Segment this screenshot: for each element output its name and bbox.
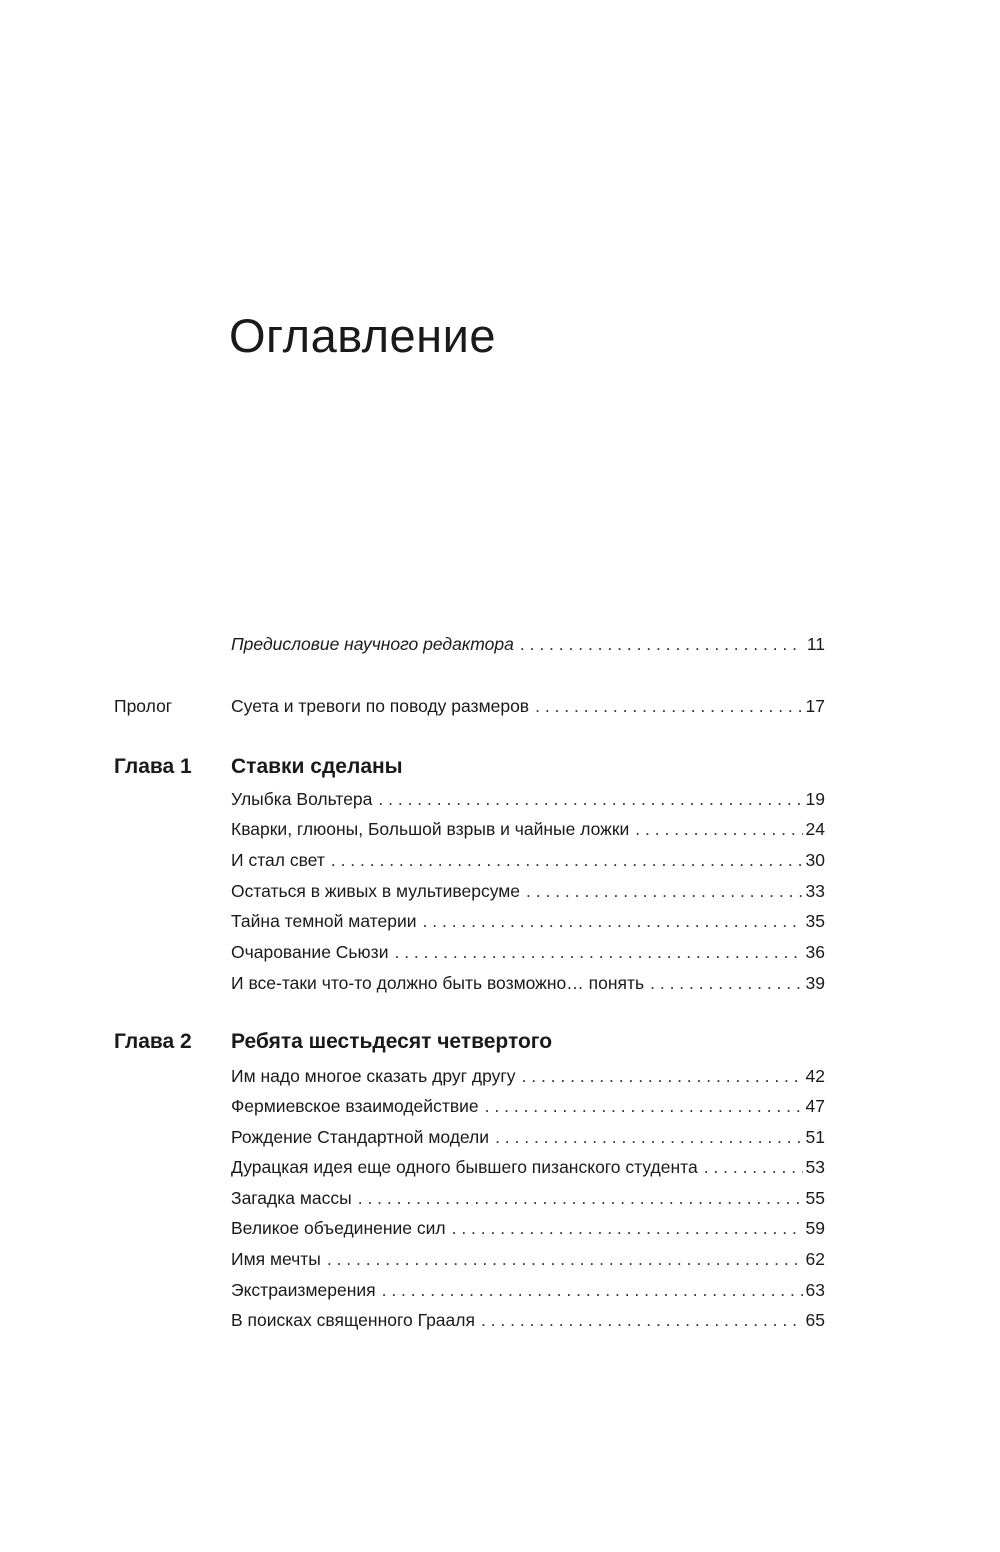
toc-entry[interactable] [231, 818, 825, 840]
toc-entry-page: 47 [805, 1096, 825, 1116]
toc-entry-title: Загадка массы [231, 1188, 352, 1208]
toc-entry-title: Предисловие научного редактора [231, 634, 514, 654]
dot-leader [635, 818, 803, 840]
toc-entry[interactable] [231, 910, 825, 932]
dot-leader [526, 880, 803, 902]
toc-entry-page: 55 [805, 1188, 825, 1208]
toc-entry-title: Им надо многое сказать друг другу [231, 1066, 516, 1086]
toc-entry[interactable] [231, 1156, 825, 1178]
toc-entry-page: 17 [805, 696, 825, 716]
toc-entry-title: Суета и тревоги по поводу размеров [231, 696, 530, 716]
toc-entry-page: 35 [805, 911, 825, 931]
toc-entry-page: 53 [805, 1157, 825, 1177]
toc-entry-page: 65 [805, 1310, 825, 1330]
dot-leader [394, 941, 803, 963]
toc-entry-page: 59 [805, 1218, 825, 1238]
dot-leader [358, 1187, 803, 1209]
toc-entry-title: Экстраизмерения [231, 1280, 376, 1300]
dot-leader [423, 910, 803, 932]
toc-entry-title: Великое объединение сил [231, 1218, 446, 1238]
dot-leader [331, 849, 803, 871]
toc-entry-title: Имя мечты [231, 1249, 321, 1269]
toc-entry-title: Рождение Стандартной модели [231, 1127, 490, 1147]
toc-entry-page: 42 [805, 1066, 825, 1086]
dot-leader [495, 1126, 803, 1148]
toc-entry[interactable] [231, 849, 825, 871]
page-title: Оглавление [229, 309, 497, 362]
chapter-1-label: Глава 1 [114, 755, 192, 778]
toc-entry-page: 39 [805, 973, 825, 993]
toc-entry-page: 24 [805, 819, 825, 839]
dot-leader [327, 1248, 803, 1270]
dot-leader [382, 1279, 803, 1301]
toc-entry-page: 62 [805, 1249, 825, 1269]
dot-leader [535, 695, 803, 717]
toc-entry[interactable] [231, 1187, 825, 1209]
toc-entry[interactable] [231, 972, 825, 994]
chapter-1-title[interactable]: Ставки сделаны [231, 755, 403, 778]
toc-entry[interactable] [231, 1279, 825, 1301]
toc-entry-prologue[interactable] [231, 695, 825, 717]
toc-entry-page: 63 [805, 1280, 825, 1300]
dot-leader [481, 1309, 803, 1331]
toc-entry[interactable] [231, 1217, 825, 1239]
toc-entry[interactable] [231, 788, 825, 810]
dot-leader [378, 788, 803, 810]
toc-entry-title: Тайна темной материи [231, 911, 417, 931]
toc-entry-foreword[interactable] [231, 633, 825, 655]
toc-entry[interactable] [231, 1065, 825, 1087]
toc-entry-title: Дурацкая идея еще одного бывшего пизанского студента [231, 1157, 698, 1177]
dot-leader [704, 1156, 803, 1178]
toc-entry-title: Кварки, глюоны, Большой взрыв и чайные ложки [231, 819, 630, 839]
toc-entry-title: Очарование Сьюзи [231, 942, 389, 962]
toc-entry-title: В поисках священного Грааля [231, 1310, 475, 1330]
toc-entry[interactable] [231, 1248, 825, 1270]
toc-entry-title: Фермиевское взаимодействие [231, 1096, 479, 1116]
toc-entry-title: Остаться в живых в мультиверсуме [231, 881, 521, 901]
toc-entry-page: 33 [805, 881, 825, 901]
toc-entry[interactable] [231, 880, 825, 902]
toc-entry-page: 36 [805, 942, 825, 962]
toc-entry-title: И стал свет [231, 850, 325, 870]
dot-leader [650, 972, 803, 994]
dot-leader [522, 1065, 804, 1087]
dot-leader [485, 1095, 803, 1117]
chapter-2-label: Глава 2 [114, 1030, 192, 1053]
dot-leader [452, 1217, 803, 1239]
toc-entry-page: 30 [805, 850, 825, 870]
toc-entry-page: 11 [806, 634, 825, 654]
prologue-label: Пролог [114, 696, 173, 716]
toc-entry-page: 19 [805, 789, 825, 809]
toc-entry[interactable] [231, 1126, 825, 1148]
toc-entry[interactable] [231, 1095, 825, 1117]
toc-entry[interactable] [231, 941, 825, 963]
dot-leader [520, 633, 803, 655]
chapter-2-title[interactable]: Ребята шестьдесят четвертого [231, 1030, 553, 1053]
toc-entry-title: И все-таки что-то должно быть возможно… понять [231, 973, 645, 993]
toc-entry-title: Улыбка Вольтера [231, 789, 373, 809]
toc-entry-page: 51 [805, 1127, 825, 1147]
toc-entry[interactable] [231, 1309, 825, 1331]
